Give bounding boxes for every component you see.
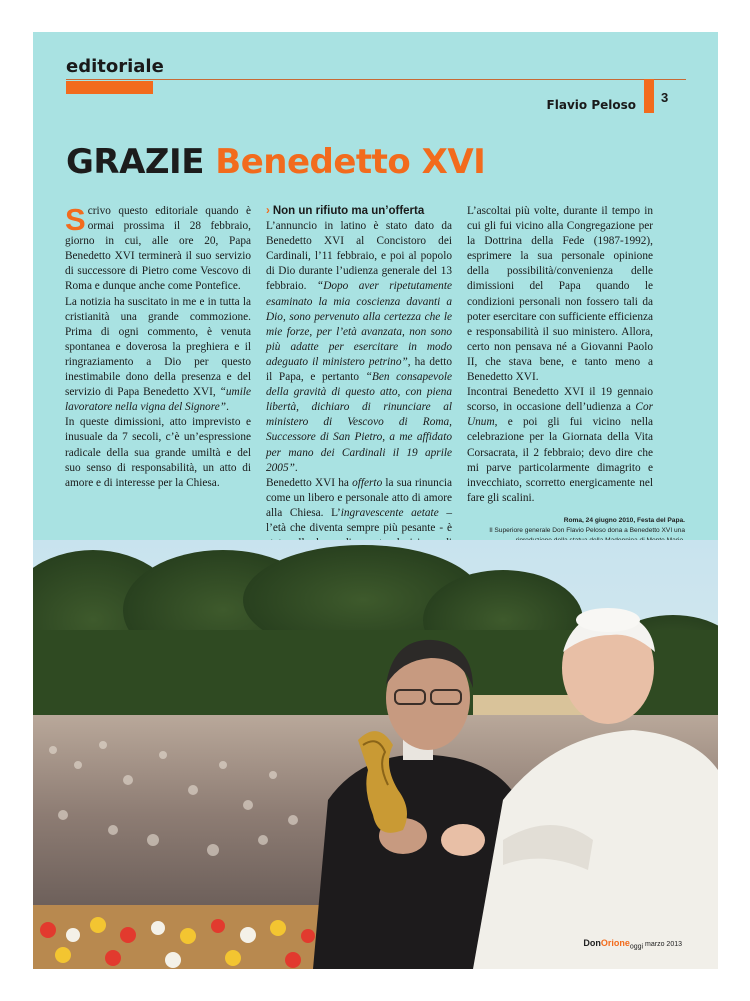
quote: “Ben consapevole della gravità di questo atto, con piena libertà, dichiaro di rinunciare al ministero di Vescovo di Roma, Successore di San Pietro, a me affidato per mano dei Cardinali il 19 aprile 2005” — [266, 371, 452, 474]
section-accent-bar — [66, 81, 153, 94]
text-column-1 — [65, 204, 251, 491]
paragraph-7: Incontrai Benedetto XVI il 19 gennaio scorso, in occasione dell’udienza a Cor Unum, e poi gli fui vicino nella celebrazione per la Giornata della Vita Corsacrata, il 2 febbraio; devo dire che mi parve particolarmente dimagrito e invecchiato, scorretto energicamente nel fare gli scalini. — [467, 386, 653, 504]
section-label: editoriale — [66, 56, 164, 77]
title-word-benedetto: Benedetto XVI — [215, 142, 486, 182]
footer-brand-don: Don — [583, 938, 601, 948]
paragraph-6: L’ascoltai più volte, durante il tempo in cui gli fui vicino alla Congregazione per la Dottrina della Fede (1987-1992), esprimere la sua personale opinione della possibilità/convenienza delle dimissioni del Papa quando le condizioni personali non fossero tali da poter esercitare con sufficiente efficienza e responsabilità il suo ministero. Allora, certo non pensava né a Giovanni Paolo II, che stava bene, e tanto meno a Benedetto XVI. — [467, 205, 653, 384]
footer-date: marzo 2013 — [645, 941, 682, 948]
quote: “Dopo aver ripetutamente esaminato la mia coscienza davanti a Dio, sono pervenuto alla certezza che le mie forze, per l’età avanzata, non sono più adatte per esercitare in modo adeguato il ministero petrino” — [266, 280, 452, 368]
paragraph-1: Scrivo questo editoriale quando è ormai prossima il 28 febbraio, giorno in cui, alle ore 20, Papa Benedetto XVI terminerà il suo servizio di successore di Pietro come Vescovo di Roma e dunque anche come Pontefice. — [65, 202, 251, 293]
text-column-2 — [266, 204, 452, 566]
footer-brand-orione: Orione — [600, 938, 630, 948]
photo-pope-and-priest — [33, 540, 718, 969]
magazine-page — [33, 32, 718, 969]
paragraph-2: La notizia ha suscitato in me e in tutta la cristianità una grande commozione. Prima di ogni commento, è venuta spontanea e doverosa la preghiera e il ringraziamento a Dio per questo inestimabile dono della presenza e del servizio di Papa Benedetto XVI, “umile lavoratore nella vigna del Signore”. — [65, 295, 251, 414]
text-column-3 — [467, 204, 653, 506]
paragraph-5: Benedetto XVI ha offerto la sua rinuncia come un libero e personale atto di amore alla Chiesa. L’ingravescente aetate – l’età che diventa sempre più pesante - è — [266, 476, 452, 534]
quote: “umile lavoratore nella vigna del Signore” — [65, 386, 251, 414]
footer-brand-oggi: oggi — [629, 943, 644, 951]
drop-cap: S — [65, 202, 86, 237]
paragraph-3: In queste dimissioni, atto imprevisto e inusuale da 7 secoli, c’è un’espressione radicale della sua grande umiltà e del suo senso di responsabilità, un atto di amore e di interesse per la Chiesa. — [65, 416, 251, 489]
page-number: 3 — [661, 90, 669, 105]
subheading: › Non un rifiuto ma un’offerta — [266, 205, 425, 217]
author-name: Flavio Peloso — [546, 98, 636, 112]
title-word-grazie: GRAZIE — [66, 142, 204, 182]
chevron-right-icon: › — [266, 205, 270, 217]
header-rule — [66, 79, 686, 80]
paragraph-4: L’annuncio in latino è stato dato da Benedetto XVI al Concistoro dei Cardinali, l’11 febbraio, e poi al popolo di Dio durante l’udienza generale del 13 febbraio. “Dopo aver ripetutamente esaminato la mia coscienza davanti a Dio, sono pervenuto alla certezza che le mie forze, per l’età avanzata, non sono più adatte per esercitare in modo adeguato il ministero petrino”, ha detto il Papa, e pertanto “Ben consapevole della gravità di questo atto, con piena libertà, dichiaro di rinunciare al ministero di Vescovo di Roma, Successore di San Pietro, a me affidato per mano dei Cardinali il 19 aprile 2005”. — [266, 220, 452, 474]
photo-caption: Roma, 24 giugno 2010, Festa del Papa. Il Superiore generale Don Flavio Peloso dona a Benedetto XVI una — [489, 517, 685, 534]
page-number-tab — [644, 79, 654, 113]
article-title — [66, 142, 485, 182]
footer — [583, 938, 682, 950]
